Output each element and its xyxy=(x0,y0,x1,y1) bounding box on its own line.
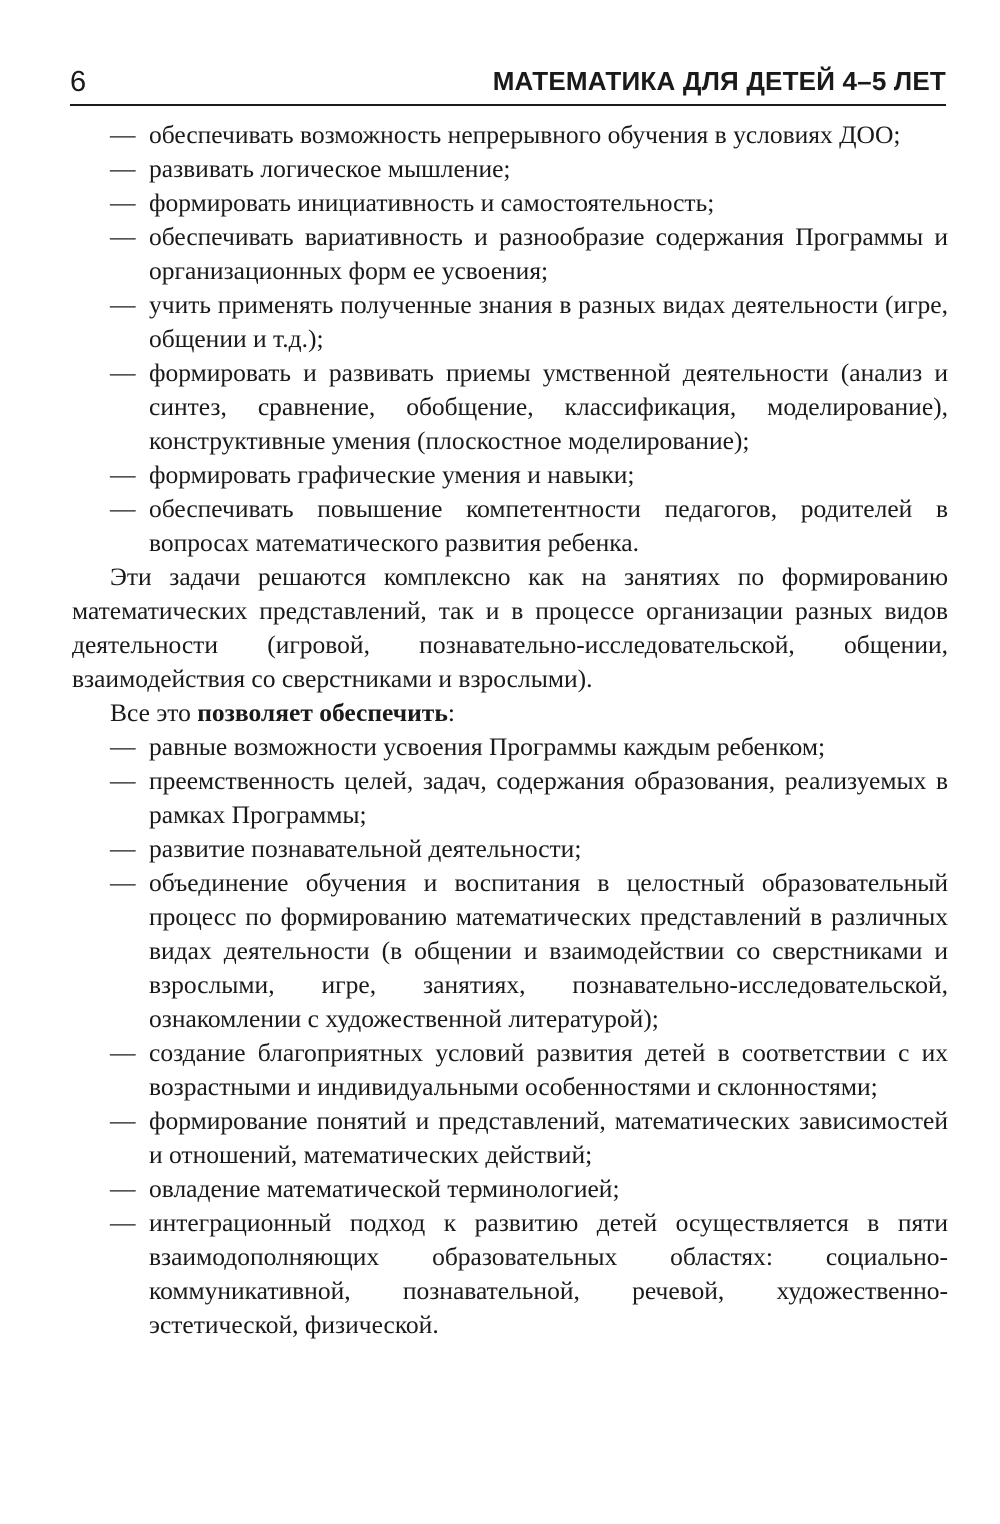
dash-marker: — xyxy=(110,188,136,217)
dash-marker: — xyxy=(110,494,136,523)
list-item xyxy=(72,730,948,764)
list-item xyxy=(72,118,948,152)
dash-marker: — xyxy=(110,834,136,863)
list-item-text: объединение обучения и воспитания в целостный образовательный процесс по формированию математических представлений в различных видах деятельности (в общении и взаимодействии со сверстниками и взрослыми, игре, занятиях, познавательно-исследовательской, ознакомлении с художественной литературой); xyxy=(149,868,948,1033)
list-item xyxy=(72,492,948,560)
dash-marker: — xyxy=(110,1208,136,1237)
list-item-text: обеспечивать вариативность и разнообразие содержания Программы и организационных форм ее усвоения; xyxy=(149,222,948,285)
body-text xyxy=(72,118,948,1342)
list-item-text: равные возможности усвоения Программы каждым ребенком; xyxy=(149,732,826,761)
list-item-text: формировать инициативность и самостоятельность; xyxy=(149,188,715,217)
task-list xyxy=(72,118,948,560)
list-item xyxy=(72,356,948,458)
list-item-text: обеспечивать повышение компетентности педагогов, родителей в вопросах математического развития ребенка. xyxy=(149,494,948,557)
list-item-text: обеспечивать возможность непрерывного обучения в условиях ДОО; xyxy=(149,120,901,149)
paragraph: Эти задачи решаются комплексно как на занятиях по формированию математических представлений, так и в процессе организации разных видов деятельности (игровой, познавательно-исследовательской, общении, взаимодействия со сверстниками и взрослыми). xyxy=(72,562,948,693)
list-item xyxy=(72,866,948,1036)
list-item xyxy=(72,832,948,866)
list-item xyxy=(72,1206,948,1342)
dash-marker: — xyxy=(110,154,136,183)
list-item-text: формировать графические умения и навыки; xyxy=(149,460,635,489)
page-header xyxy=(70,62,946,106)
dash-marker: — xyxy=(110,732,136,761)
list-item xyxy=(72,458,948,492)
dash-marker: — xyxy=(110,222,136,251)
dash-marker: — xyxy=(110,460,136,489)
lead-prefix: Все это xyxy=(110,698,198,727)
list-item-text: создание благоприятных условий развития детей в соответствии с их возрастными и индивидуальными особенностями и склонностями; xyxy=(149,1038,948,1101)
lead-emphasis: позволяет обеспечить xyxy=(197,698,448,727)
dash-marker: — xyxy=(110,358,136,387)
list-item-text: развитие познавательной деятельности; xyxy=(149,834,582,863)
list-item-text: интеграционный подход к развитию детей осуществляется в пяти взаимодополняющих образовательных областях: социально-коммуникативной, познавательной, речевой, художественно-эстетической, физической. xyxy=(149,1208,948,1339)
list-item xyxy=(72,152,948,186)
list-item xyxy=(72,288,948,356)
dash-marker: — xyxy=(110,1038,136,1067)
lead-suffix: : xyxy=(447,698,455,727)
page-number: 6 xyxy=(70,66,87,98)
outcome-list xyxy=(72,730,948,1342)
dash-marker: — xyxy=(110,868,136,897)
dash-marker: — xyxy=(110,120,136,149)
dash-marker: — xyxy=(110,766,136,795)
lead-in-sentence xyxy=(72,696,948,730)
list-item-text: преемственность целей, задач, содержания образования, реализуемых в рамках Программы; xyxy=(149,766,948,829)
list-item xyxy=(72,186,948,220)
list-item xyxy=(72,764,948,832)
list-item xyxy=(72,220,948,288)
dash-marker: — xyxy=(110,1174,136,1203)
running-title: МАТЕМАТИКА ДЛЯ ДЕТЕЙ 4–5 ЛЕТ xyxy=(492,66,946,96)
dash-marker: — xyxy=(110,1106,136,1135)
list-item xyxy=(72,1172,948,1206)
list-item-text: овладение математической терминологией; xyxy=(149,1174,620,1203)
list-item-text: развивать логическое мышление; xyxy=(149,154,511,183)
list-item-text: формировать и развивать приемы умственной деятельности (анализ и синтез, сравнение, обобщение, классификация, моделирование), конструктивные умения (плоскостное моделирование); xyxy=(149,358,948,455)
dash-marker: — xyxy=(110,290,136,319)
list-item-text: учить применять полученные знания в разных видах деятельности (игре, общении и т.д.); xyxy=(149,290,948,353)
list-item xyxy=(72,1104,948,1172)
list-item xyxy=(72,1036,948,1104)
list-item-text: формирование понятий и представлений, математических зависимостей и отношений, математических действий; xyxy=(149,1106,948,1169)
header-rule xyxy=(70,104,946,106)
